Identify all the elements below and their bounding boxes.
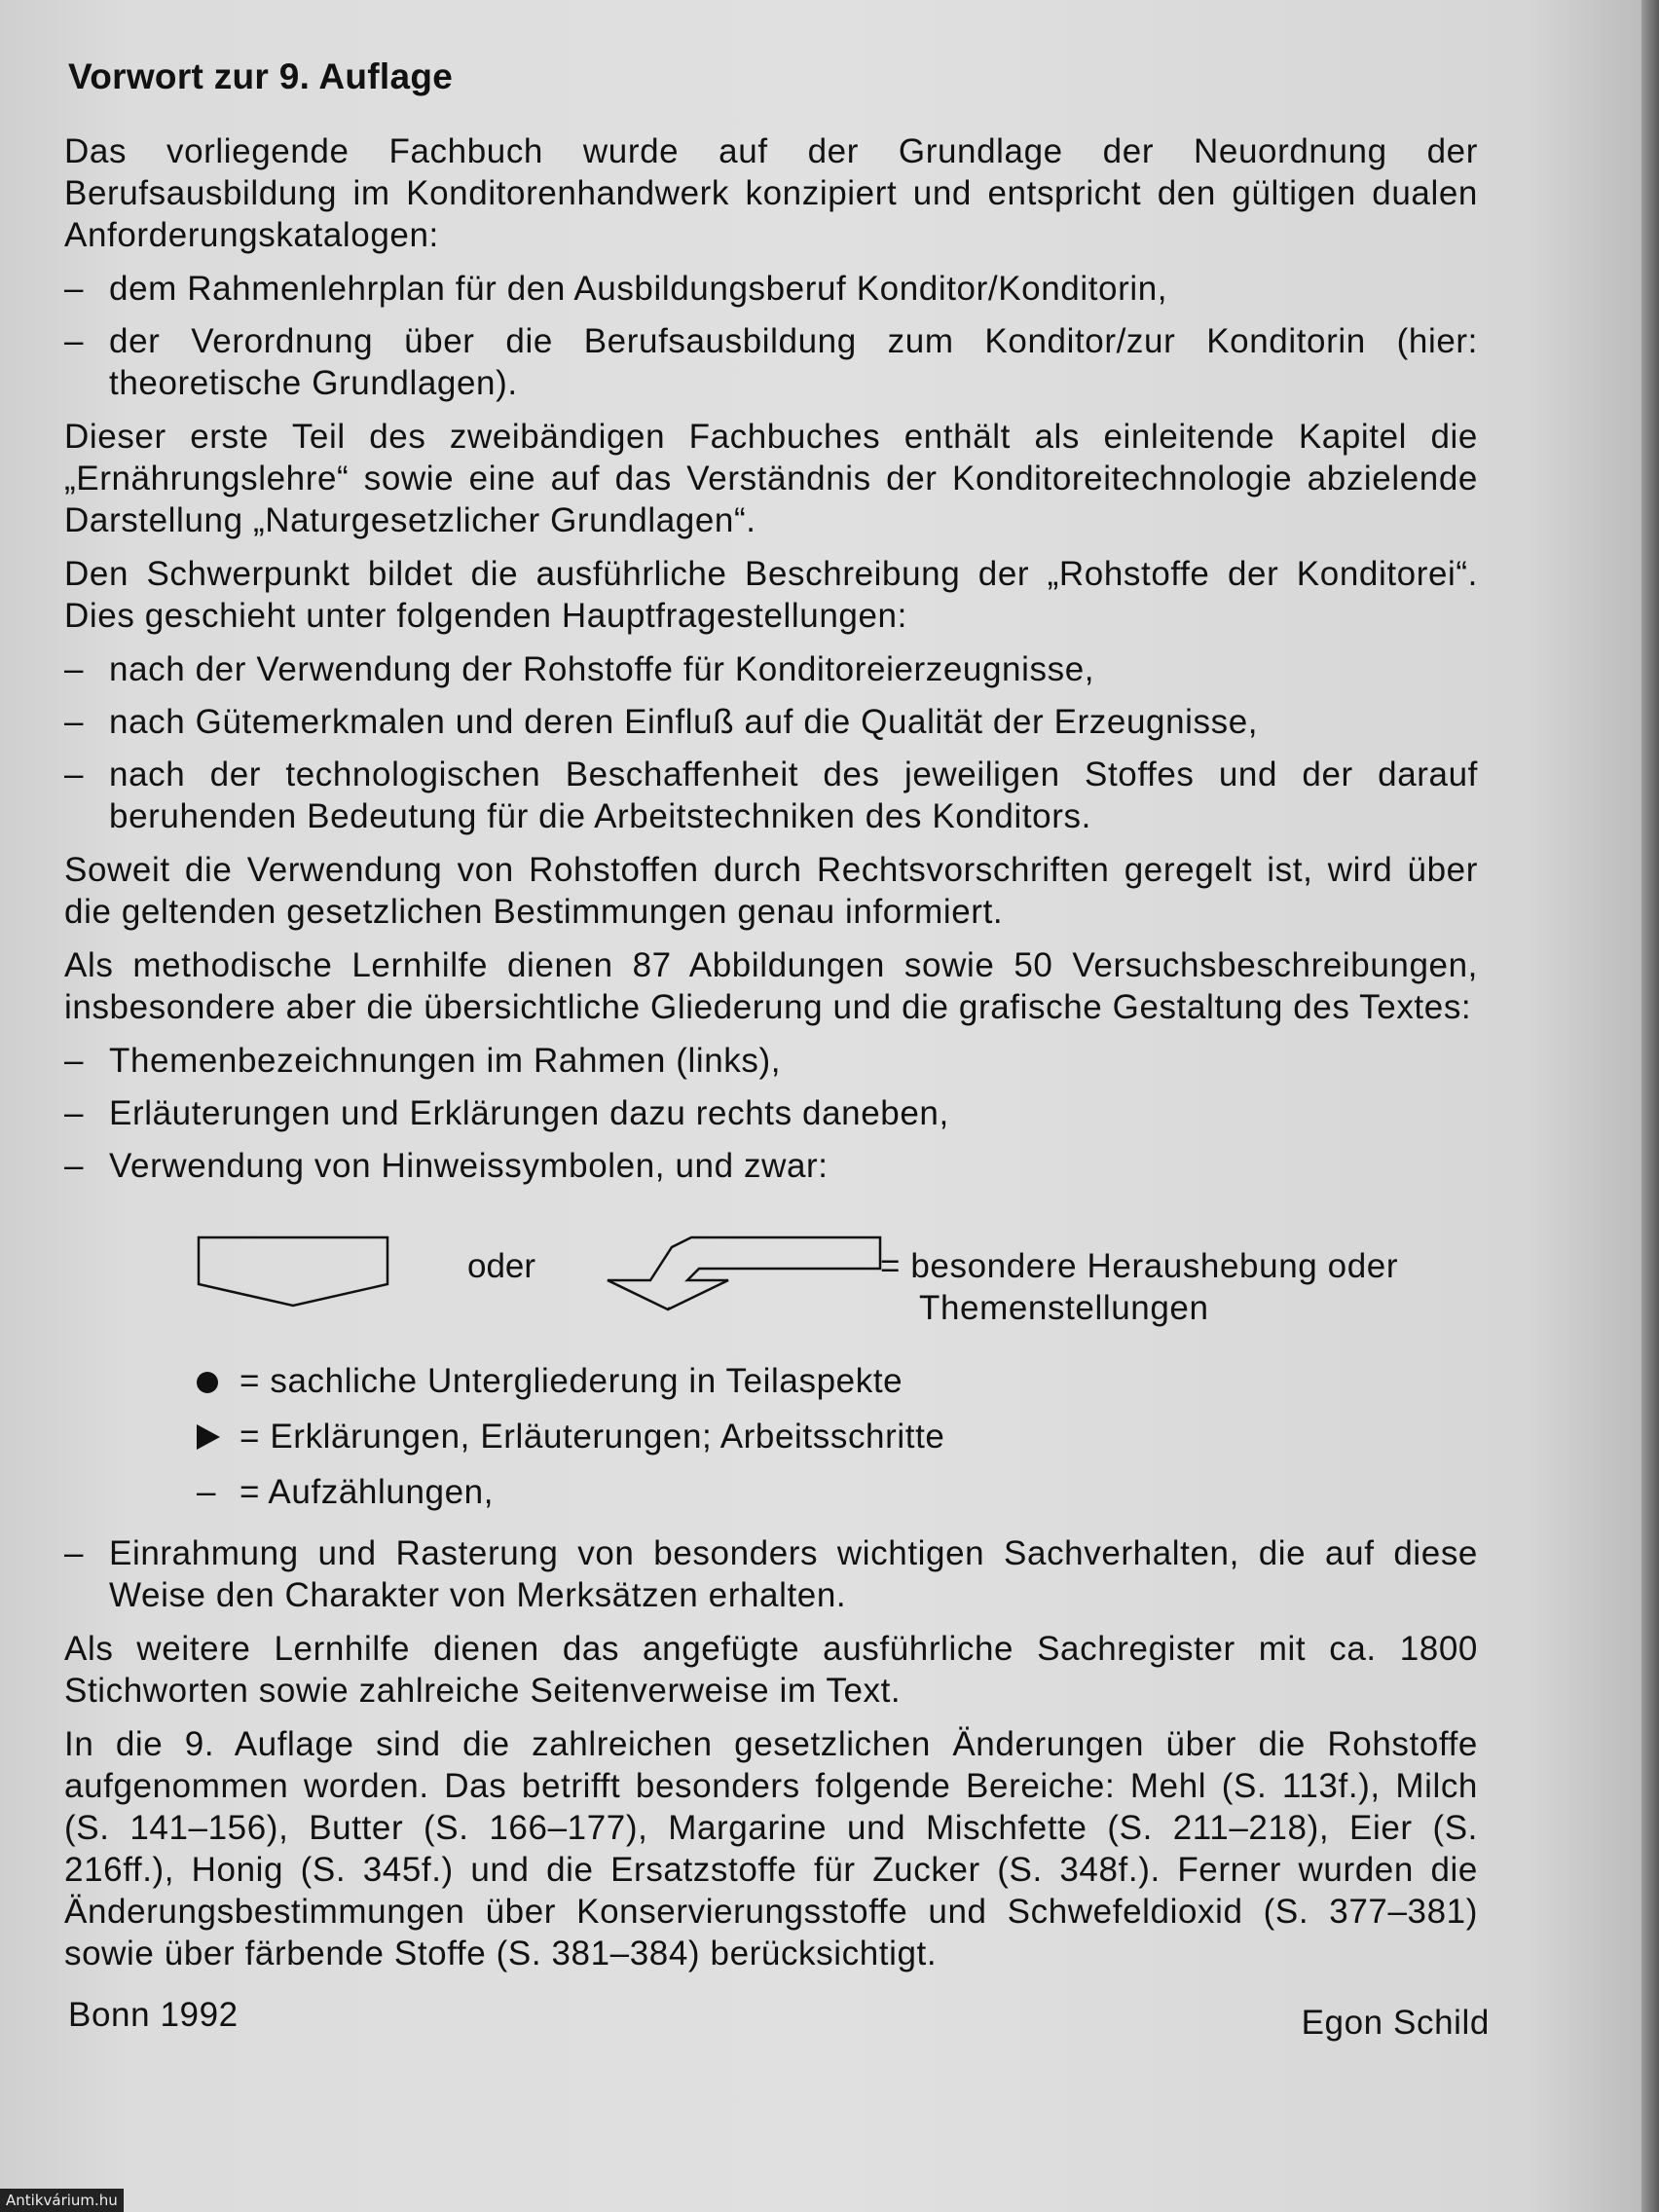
list-item: – = Aufzählungen,	[197, 1473, 495, 1511]
dash-bullet: –	[64, 322, 85, 360]
triangle-bullet-icon	[197, 1416, 226, 1459]
paragraph-6: Als weitere Lernhilfe dienen das angefügte ausführliche Sachregister mit ca. 1800 Stichworten sowie zahlreiche Seitenverweise im Text.	[64, 1630, 1478, 1710]
list-item: – Einrahmung und Rasterung von besonders wichtigen Sachverhalten, die auf diese Weise den Charakter von Merksätzen erhalten.	[64, 1534, 1478, 1614]
dash-bullet: –	[64, 1147, 85, 1185]
list-item: – nach der technologischen Beschaffenheit des jeweiligen Stoffes und der darauf beruhenden Bedeutung für die Arbeitstechniken des Konditors.	[64, 756, 1478, 835]
paragraph-5: Als methodische Lernhilfe dienen 87 Abbildungen sowie 50 Versuchsbeschreibungen, insbesondere aber die übersichtliche Gliederung und die grafische Gestaltung des Textes:	[64, 946, 1478, 1026]
pentagon-box-icon	[197, 1235, 391, 1309]
oder-label: oder	[467, 1247, 536, 1285]
dash-bullet: –	[64, 1534, 85, 1572]
list-item: – der Verordnung über die Berufsausbildung zum Konditor/zur Konditorin (hier: theoretische Grundlagen).	[64, 322, 1478, 402]
paragraph-4: Soweit die Verwendung von Rohstoffen durch Rechtsvorschriften geregelt ist, wird über die geltenden gesetzlichen Bestimmungen genau informiert.	[64, 851, 1478, 931]
list-item: – dem Rahmenlehrplan für den Ausbildungsberuf Konditor/Konditorin,	[64, 270, 1168, 308]
signature-line	[64, 1994, 1490, 2052]
dash-bullet: –	[64, 270, 85, 308]
paragraph-3: Den Schwerpunkt bildet die ausführliche Beschreibung der „Rohstoffe der Konditorei“. Dies geschieht unter folgenden Hauptfragestellungen:	[64, 555, 1478, 635]
list-item: – Erläuterungen und Erklärungen dazu rechts daneben,	[64, 1094, 949, 1132]
list-item: – Verwendung von Hinweissymbolen, und zwar:	[64, 1147, 829, 1185]
questions-list	[64, 648, 1478, 837]
symbol-legend-row	[64, 1228, 1478, 1345]
intro-paragraph: Das vorliegende Fachbuch wurde auf der Grundlage der Neuordnung der Berufsausbildung im Konditorenhandwerk konzipiert und entspricht den gültigen dualen Anforderungskatalogen:	[64, 132, 1478, 254]
list-item: = Erklärungen, Erläuterungen; Arbeitsschritte	[197, 1416, 1478, 1457]
page-title: Vorwort zur 9. Auflage	[68, 56, 454, 96]
design-list-continued	[64, 1532, 1478, 1616]
dash-bullet: –	[64, 756, 85, 793]
place-date: Bonn 1992	[68, 1996, 239, 2034]
page-edge-shadow	[1641, 0, 1659, 2212]
dash-bullet: –	[64, 1042, 85, 1080]
paragraph-7: In die 9. Auflage sind die zahlreichen gesetzlichen Änderungen über die Rohstoffe aufgenommen worden. Das betrifft besonders folgende Bereiche: Mehl (S. 113f.), Milch (S. 141–156), Butter (S. 166–177), Margarine und Mischfette (S. 211–218), Eier (S. 216ff.), Honig (S. 345f.) und die Ersatzstoffe für Zucker (S. 348f.). Ferner wurden die Änderungsbestimmungen über Konservierungsstoffe und Schwefeldioxid (S. 377–381) sowie über färbende Stoffe (S. 381–384) berücksichtigt.	[64, 1725, 1478, 1972]
watermark: Antikvárium.hu	[0, 2189, 124, 2212]
bent-arrow-icon	[602, 1235, 884, 1313]
list-item: – nach Gütemerkmalen und deren Einfluß auf die Qualität der Erzeugnisse,	[64, 703, 1259, 741]
author-name: Egon Schild	[1301, 2004, 1490, 2042]
dash-bullet: –	[64, 1094, 85, 1132]
symbol-meaning: = besondere Heraushebung oder Themenstellungen	[880, 1247, 1399, 1327]
symbol-list	[197, 1360, 1478, 1513]
dash-bullet: –	[64, 650, 85, 688]
dash-bullet: –	[197, 1473, 217, 1511]
document-body	[64, 56, 1490, 2052]
list-item: – Themenbezeichnungen im Rahmen (links),	[64, 1042, 782, 1080]
list-item: = sachliche Untergliederung in Teilaspekte	[197, 1360, 1478, 1402]
paragraph-2: Dieser erste Teil des zweibändigen Fachbuches enthält als einleitende Kapitel die „Ernährungslehre“ sowie eine auf das Verständnis der Konditoreitechnologie abzielende Darstellung „Naturgesetzlicher Grundlagen“.	[64, 418, 1478, 539]
dash-bullet: –	[64, 703, 85, 741]
dot-bullet-icon	[197, 1360, 226, 1403]
design-list	[64, 1040, 1478, 1187]
intro-list	[64, 268, 1478, 404]
list-item: – nach der Verwendung der Rohstoffe für Konditoreierzeugnisse,	[64, 650, 1095, 688]
